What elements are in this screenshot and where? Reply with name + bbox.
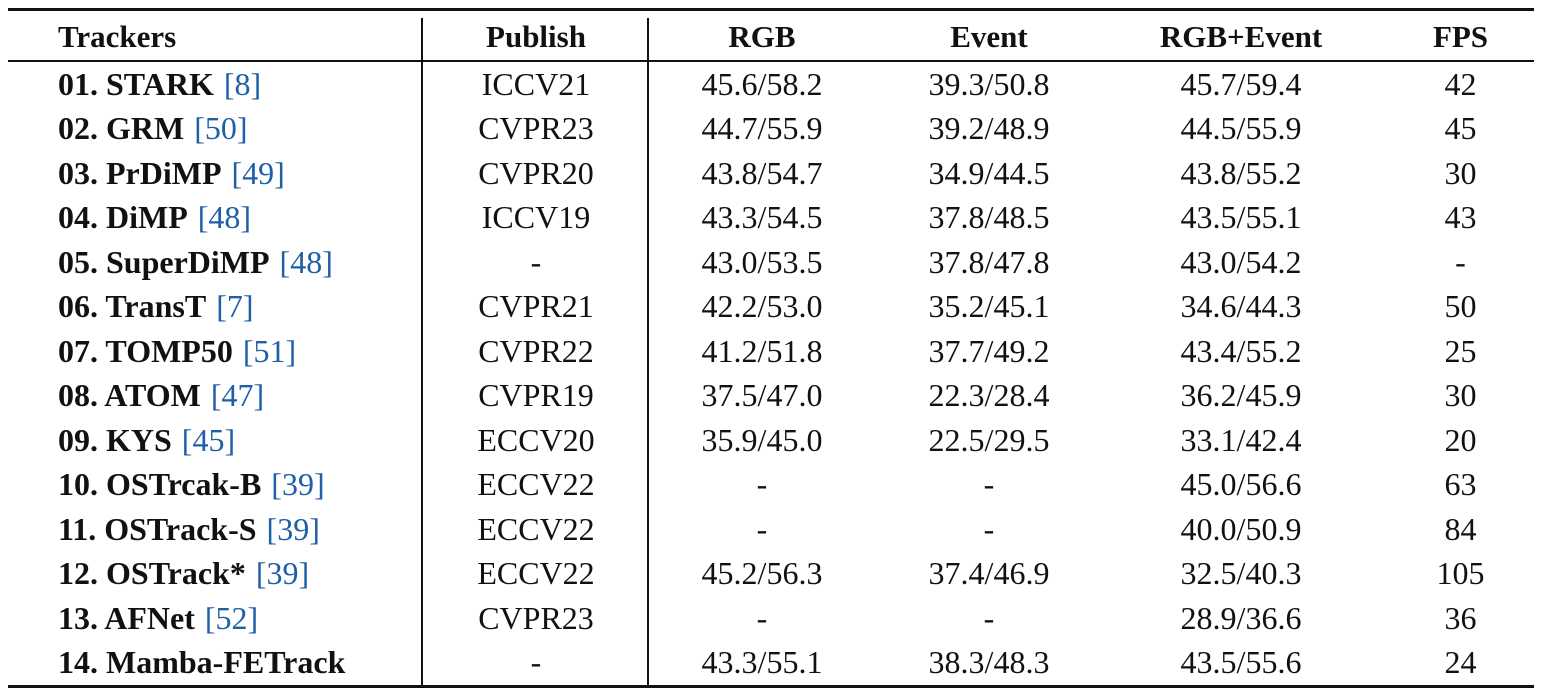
event-cell: 39.2/48.9 — [928, 110, 1050, 147]
tracker-name: 06. TransT — [58, 288, 207, 325]
publish-cell: CVPR19 — [478, 377, 594, 414]
table-row — [8, 641, 1534, 686]
rgb-event-cell: 40.0/50.9 — [1180, 510, 1302, 547]
tracker-cell — [58, 374, 423, 419]
tracker-name: 01. STARK — [58, 65, 214, 102]
rgb-cell: 43.8/54.7 — [701, 154, 823, 191]
table-row — [8, 151, 1534, 196]
rgb-event-cell: 45.7/59.4 — [1180, 65, 1302, 102]
publish-cell: CVPR20 — [478, 154, 594, 191]
tracker-name: 05. SuperDiMP — [58, 243, 270, 280]
rgb-cell: - — [756, 466, 768, 503]
tracker-name: 04. DiMP — [58, 199, 188, 236]
rgb-cell: 45.2/56.3 — [701, 555, 823, 592]
tracker-cell — [58, 507, 423, 552]
event-cell: 39.3/50.8 — [928, 65, 1050, 102]
header-rgb: RGB — [728, 19, 796, 55]
table-row — [8, 552, 1534, 597]
bottom-rule — [8, 685, 1534, 688]
table-row — [8, 507, 1534, 552]
table-row — [8, 463, 1534, 508]
table-row — [8, 240, 1534, 285]
table-row — [8, 196, 1534, 241]
rgb-event-cell: 43.8/55.2 — [1180, 154, 1302, 191]
event-cell: 22.3/28.4 — [928, 377, 1050, 414]
rgb-event-cell: 43.4/55.2 — [1180, 332, 1302, 369]
citation-link[interactable]: [8] — [223, 65, 262, 102]
fps-cell: 63 — [1444, 466, 1477, 503]
tracker-cell — [58, 285, 423, 330]
rgb-cell: 45.6/58.2 — [701, 65, 823, 102]
event-cell: 34.9/44.5 — [928, 154, 1050, 191]
tracker-name: 07. TOMP50 — [58, 332, 233, 369]
publish-cell: ECCV22 — [477, 466, 595, 503]
rgb-event-cell: 45.0/56.6 — [1180, 466, 1302, 503]
citation-link[interactable]: [50] — [194, 110, 248, 147]
rgb-event-cell: 33.1/42.4 — [1180, 421, 1302, 458]
citation-link[interactable]: [48] — [279, 243, 333, 280]
fps-cell: 30 — [1444, 377, 1477, 414]
table-row — [8, 285, 1534, 330]
event-cell: - — [983, 599, 995, 636]
table-row — [8, 62, 1534, 107]
header-publish: Publish — [486, 19, 586, 55]
rgb-event-cell: 44.5/55.9 — [1180, 110, 1302, 147]
table-row — [8, 329, 1534, 374]
tracker-cell — [58, 596, 423, 641]
rgb-cell: 37.5/47.0 — [701, 377, 823, 414]
fps-cell: 25 — [1444, 332, 1477, 369]
publish-cell: CVPR22 — [478, 332, 594, 369]
tracker-cell — [58, 107, 423, 152]
fps-cell: 105 — [1436, 555, 1485, 592]
event-cell: 38.3/48.3 — [928, 644, 1050, 681]
fps-cell: 24 — [1444, 644, 1477, 681]
fps-cell: 43 — [1444, 199, 1477, 236]
fps-cell: 20 — [1444, 421, 1477, 458]
tracker-name: 10. OSTrcak-B — [58, 466, 262, 503]
tracker-cell — [58, 62, 423, 107]
rgb-event-cell: 43.0/54.2 — [1180, 243, 1302, 280]
rgb-cell: 44.7/55.9 — [701, 110, 823, 147]
citation-link[interactable]: [45] — [181, 421, 236, 458]
publish-cell: ECCV22 — [477, 555, 595, 592]
publish-cell: ECCV22 — [477, 510, 595, 547]
rgb-cell: 41.2/51.8 — [701, 332, 823, 369]
rgb-event-cell: 43.5/55.1 — [1180, 199, 1302, 236]
event-cell: 37.7/49.2 — [928, 332, 1050, 369]
citation-link[interactable]: [52] — [204, 599, 259, 636]
table-row — [8, 596, 1534, 641]
publish-cell: CVPR23 — [478, 110, 594, 147]
fps-cell: 36 — [1444, 599, 1477, 636]
tracker-name: 08. ATOM — [58, 377, 201, 414]
fps-cell: - — [1455, 243, 1466, 280]
tracker-cell — [58, 552, 423, 597]
rgb-cell: 42.2/53.0 — [701, 288, 823, 325]
event-cell: 35.2/45.1 — [928, 288, 1050, 325]
event-cell: 37.8/48.5 — [928, 199, 1050, 236]
citation-link[interactable]: [48] — [197, 199, 252, 236]
citation-link[interactable]: [7] — [216, 288, 254, 325]
tracker-name: 11. OSTrack-S — [58, 510, 257, 547]
fps-cell: 42 — [1444, 65, 1477, 102]
citation-link[interactable]: [39] — [271, 466, 325, 503]
rgb-event-cell: 34.6/44.3 — [1180, 288, 1302, 325]
table-row — [8, 107, 1534, 152]
tracker-name: 03. PrDiMP — [58, 154, 222, 191]
tracker-cell — [58, 151, 423, 196]
citation-link[interactable]: [49] — [231, 154, 285, 191]
publish-cell: CVPR23 — [478, 599, 594, 636]
rgb-cell: 43.0/53.5 — [701, 243, 823, 280]
tracker-name: 12. OSTrack* — [58, 555, 246, 592]
header-trackers: Trackers — [58, 19, 177, 55]
table-header-row — [8, 15, 1534, 60]
tracker-name: 09. KYS — [58, 421, 172, 458]
tracker-cell — [58, 329, 423, 374]
table-row — [8, 374, 1534, 419]
rgb-cell: 35.9/45.0 — [701, 421, 823, 458]
tracker-cell — [58, 418, 423, 463]
top-rule — [8, 8, 1534, 11]
publish-cell: ICCV21 — [481, 65, 591, 102]
header-rgb-event: RGB+Event — [1159, 19, 1323, 55]
event-cell: - — [983, 510, 995, 547]
header-fps: FPS — [1432, 19, 1489, 55]
event-cell: 22.5/29.5 — [928, 421, 1050, 458]
rgb-cell: 43.3/55.1 — [701, 644, 823, 681]
fps-cell: 50 — [1444, 288, 1477, 325]
rgb-cell: - — [756, 599, 768, 636]
rgb-event-cell: 36.2/45.9 — [1180, 377, 1302, 414]
tracker-cell — [58, 463, 423, 508]
event-cell: - — [983, 466, 995, 503]
tracker-name: 02. GRM — [58, 110, 185, 147]
rgb-event-cell: 32.5/40.3 — [1180, 555, 1302, 592]
table-row — [8, 418, 1534, 463]
tracker-cell — [58, 196, 423, 241]
citation-link[interactable]: [39] — [255, 555, 310, 592]
tracker-name: 13. AFNet — [58, 599, 195, 636]
event-cell: 37.4/46.9 — [928, 555, 1050, 592]
rgb-cell: - — [756, 510, 768, 547]
fps-cell: 45 — [1444, 110, 1477, 147]
publish-cell: CVPR21 — [478, 288, 594, 325]
rgb-cell: 43.3/54.5 — [701, 199, 823, 236]
tracker-cell — [58, 240, 423, 285]
citation-link[interactable]: [51] — [242, 332, 297, 369]
fps-cell: 84 — [1444, 510, 1477, 547]
publish-cell: ECCV20 — [477, 421, 595, 458]
fps-cell: 30 — [1444, 154, 1477, 191]
rgb-event-cell: 28.9/36.6 — [1180, 599, 1302, 636]
rgb-event-cell: 43.5/55.6 — [1180, 644, 1302, 681]
citation-link[interactable]: [39] — [266, 510, 320, 547]
publish-cell: - — [530, 243, 542, 280]
citation-link[interactable]: [47] — [210, 377, 265, 414]
header-event: Event — [950, 19, 1028, 55]
event-cell: 37.8/47.8 — [928, 243, 1050, 280]
tracker-name: 14. Mamba-FETrack — [58, 644, 346, 681]
publish-cell: ICCV19 — [481, 199, 591, 236]
tracker-cell — [58, 641, 423, 686]
publish-cell: - — [530, 644, 542, 681]
